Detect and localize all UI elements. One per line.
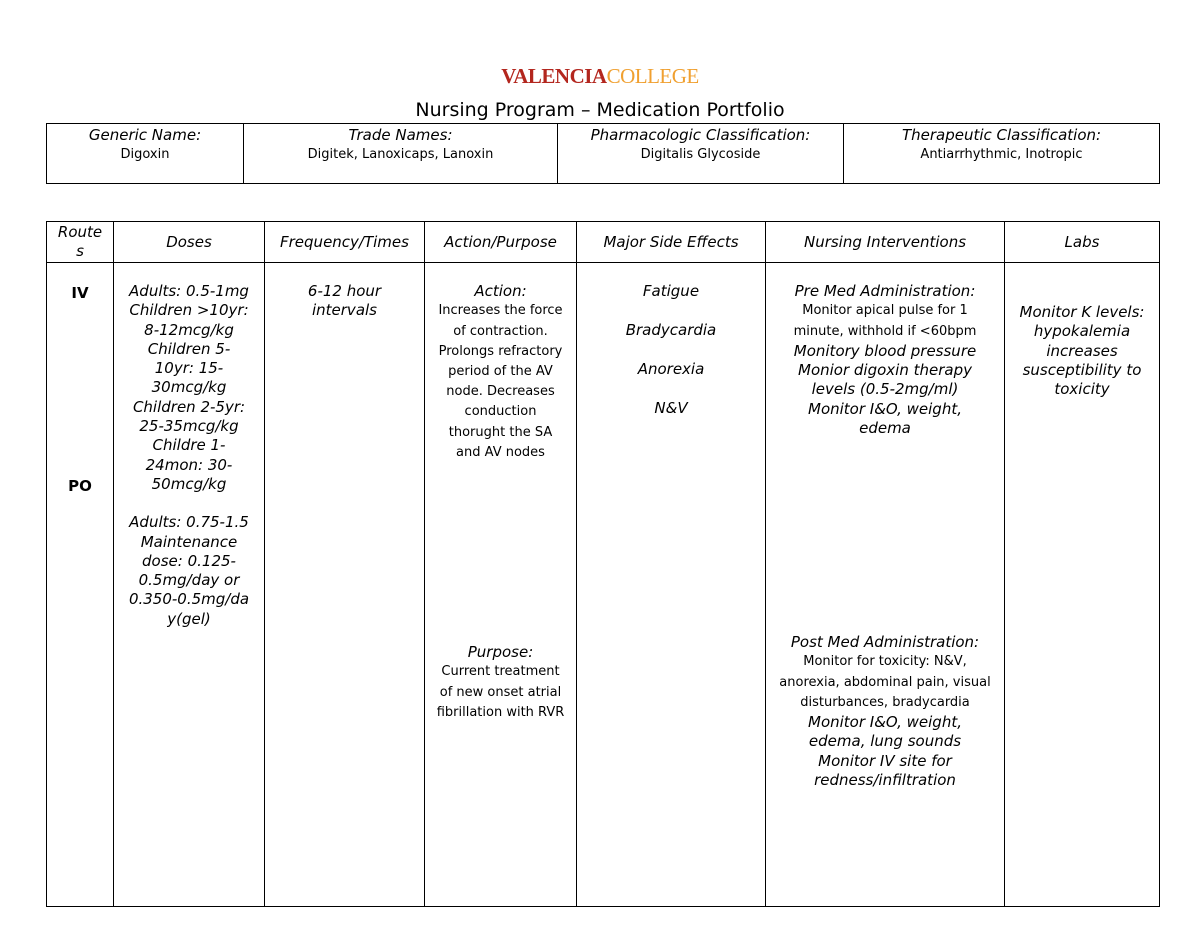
side-effect-item: Anorexia bbox=[637, 360, 705, 378]
generic-name-value: Digoxin bbox=[120, 147, 170, 162]
frequency-text: 6-12 hour intervals bbox=[307, 282, 382, 320]
side-effects-cell bbox=[577, 263, 766, 907]
page-title: Nursing Program – Medication Portfolio bbox=[415, 99, 785, 121]
doses-iv: Adults: 0.5-1mg Children >10yr: 8-12mcg/kg Children 5- 10yr: 15- 30mcg/kg Children 2-5yr: 25-35mcg/kg Childre 1- 24mon: 30- 50mcg/kg bbox=[129, 282, 249, 493]
therapeutic-class-cell bbox=[844, 124, 1160, 184]
medication-details-table bbox=[46, 221, 1160, 907]
doses-po: Adults: 0.75-1.5 Maintenance dose: 0.125- 0.5mg/day or 0.350-0.5mg/da y(gel) bbox=[128, 513, 250, 628]
trade-names-label: Trade Names: bbox=[348, 126, 453, 144]
pre-admin-text: Monitor apical pulse for 1 minute, withhold if <60bpm bbox=[793, 303, 977, 339]
col-header-side-effects: Major Side Effects bbox=[577, 222, 766, 263]
pharmacologic-class-cell bbox=[558, 124, 844, 184]
col-header-routes: Route s bbox=[47, 222, 114, 263]
pre-admin-items: Monitory blood pressure Monior digoxin therapy levels (0.5-2mg/ml) Monitor I&O, weight, edema bbox=[793, 341, 977, 437]
side-effect-item: Fatigue bbox=[642, 282, 700, 300]
side-effect-item: N&V bbox=[654, 399, 688, 417]
labs-cell bbox=[1005, 263, 1160, 907]
labs-text: Monitor K levels: hypokalemia increases susceptibility to toxicity bbox=[1019, 303, 1145, 399]
route-po: PO bbox=[68, 477, 92, 495]
interventions-cell bbox=[766, 263, 1005, 907]
trade-names-value: Digitek, Lanoxicaps, Lanoxin bbox=[307, 147, 494, 162]
action-purpose-cell bbox=[425, 263, 577, 907]
purpose-text: Current treatment of new onset atrial fibrillation with RVR bbox=[436, 664, 565, 720]
post-admin-text: Monitor for toxicity: N&V, anorexia, abdominal pain, visual disturbances, bradycardia bbox=[779, 654, 991, 710]
drug-header-table bbox=[46, 123, 1160, 184]
post-admin-items: Monitor I&O, weight, edema, lung sounds Monitor IV site for redness/infiltration bbox=[808, 712, 962, 789]
pre-admin-label: Pre Med Administration: bbox=[794, 282, 976, 300]
col-header-interventions: Nursing Interventions bbox=[766, 222, 1005, 263]
doses-cell bbox=[114, 263, 265, 907]
side-effects-list bbox=[577, 263, 765, 418]
generic-name-cell bbox=[47, 124, 244, 184]
col-header-frequency: Frequency/Times bbox=[265, 222, 425, 263]
college-logo: VALENCIACOLLEGE bbox=[501, 64, 699, 88]
col-header-labs: Labs bbox=[1005, 222, 1160, 263]
post-admin-label: Post Med Administration: bbox=[790, 633, 980, 651]
pharmacologic-class-label: Pharmacologic Classification: bbox=[590, 126, 811, 144]
side-effect-item: Bradycardia bbox=[625, 321, 717, 339]
therapeutic-class-value: Antiarrhythmic, Inotropic bbox=[920, 147, 1083, 162]
col-header-action: Action/Purpose bbox=[425, 222, 577, 263]
generic-name-label: Generic Name: bbox=[88, 126, 202, 144]
trade-names-cell bbox=[244, 124, 558, 184]
purpose-label: Purpose: bbox=[467, 643, 534, 661]
routes-cell bbox=[47, 263, 114, 907]
frequency-cell bbox=[265, 263, 425, 907]
action-text: Increases the force of contraction. Prolongs refractory period of the AV node. Decreases conduction thorught the SA and AV nodes bbox=[438, 303, 563, 460]
pharmacologic-class-value: Digitalis Glycoside bbox=[640, 147, 761, 162]
action-label: Action: bbox=[474, 282, 527, 300]
route-iv: IV bbox=[71, 284, 89, 302]
col-header-doses: Doses bbox=[114, 222, 265, 263]
therapeutic-class-label: Therapeutic Classification: bbox=[901, 126, 1102, 144]
